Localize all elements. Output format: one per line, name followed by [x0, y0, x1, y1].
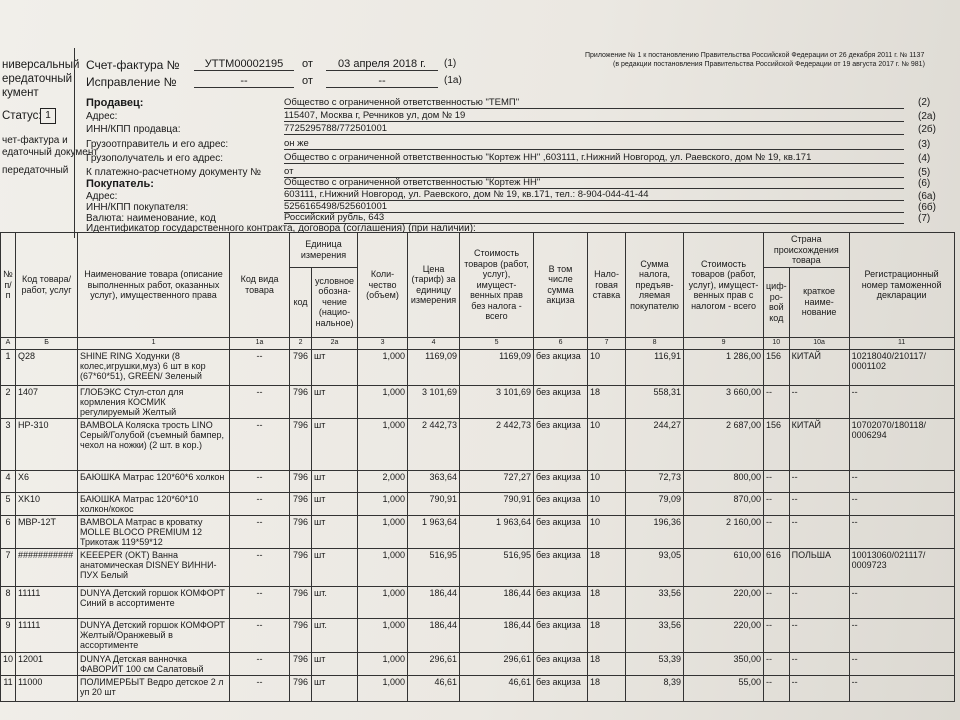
row-qty: 1,000 — [358, 349, 408, 385]
row-unit-code: 796 — [290, 492, 312, 515]
colnum: 11 — [849, 337, 954, 349]
colnum: 2а — [312, 337, 358, 349]
row-excise: без акциза — [534, 675, 588, 701]
col-header-excise: В том числе сумма акциза — [534, 233, 588, 338]
payment-doc-label: К платежно-расчетному документу № — [86, 167, 262, 178]
row-excise: без акциза — [534, 385, 588, 418]
address-value: 115407, Москва г, Речников ул, дом № 19 — [284, 110, 904, 122]
row-code: XK10 — [16, 492, 78, 515]
row-origin-name: -- — [789, 515, 849, 548]
row-kind: -- — [230, 652, 290, 675]
row-code: HP-310 — [16, 418, 78, 470]
table-row — [1, 492, 955, 515]
colnum: 3 — [358, 337, 408, 349]
consignee-value: Общество с ограниченной ответственностью "Кортеж НН" ,603111, г.Нижний Новгород, ул. Раевского, дом № 19, кв.171 — [284, 152, 904, 164]
col-header-origin-name: краткое наиме- нование — [789, 267, 849, 337]
row-origin-code: -- — [764, 675, 790, 701]
row-code: 11111 — [16, 586, 78, 618]
row-tax: 72,73 — [626, 470, 684, 492]
row-origin-code: -- — [764, 586, 790, 618]
row-unit-name: шт — [312, 652, 358, 675]
colnum: 8 — [626, 337, 684, 349]
correction-date: -- — [326, 75, 438, 88]
row-tax: 33,56 — [626, 586, 684, 618]
row-cost-no-tax: 46,61 — [460, 675, 534, 701]
invoice-label: Счет-фактура № — [86, 58, 180, 72]
row-no: 5 — [1, 492, 16, 515]
row-excise: без акциза — [534, 586, 588, 618]
row-cost-no-tax: 2 442,73 — [460, 418, 534, 470]
row-cost-no-tax: 516,95 — [460, 548, 534, 586]
row-name: DUNYA Детский горшок КОМФОРТ Желтый/Оранжевый в ассортименте — [78, 618, 230, 652]
colnum: Б — [16, 337, 78, 349]
colnum: 9 — [684, 337, 764, 349]
left-divider — [74, 48, 75, 238]
contract-id-label: Идентификатор государственного контракта, договора (соглашения) (при наличии): — [86, 223, 476, 234]
row-cost-no-tax: 186,44 — [460, 618, 534, 652]
row-price: 186,44 — [408, 618, 460, 652]
row-price: 296,61 — [408, 652, 460, 675]
status-note-2: едаточный документ — [2, 147, 98, 158]
buyer-address-value: 603111, г.Нижний Новгород, ул. Раевского, дом № 19, кв.171, тел.: 8-904-044-41-44 — [284, 189, 904, 201]
ref-1: (1) — [444, 58, 457, 69]
row-kind: -- — [230, 618, 290, 652]
row-unit-code: 796 — [290, 652, 312, 675]
row-origin-name: -- — [789, 675, 849, 701]
buyer-address-ref: (6а) — [918, 191, 936, 202]
row-rate: 10 — [588, 492, 626, 515]
row-qty: 1,000 — [358, 515, 408, 548]
row-unit-name: шт — [312, 418, 358, 470]
row-no: 6 — [1, 515, 16, 548]
row-unit-name: шт. — [312, 586, 358, 618]
row-tax: 53,39 — [626, 652, 684, 675]
row-cost-no-tax: 727,27 — [460, 470, 534, 492]
correction-label: Исправление № — [86, 75, 177, 89]
row-unit-name: шт — [312, 675, 358, 701]
row-origin-code: -- — [764, 385, 790, 418]
buyer-inn-ref: (6б) — [918, 202, 936, 213]
currency-label: Валюта: наименование, код — [86, 213, 216, 224]
shipper-ref: (3) — [918, 139, 931, 150]
row-customs: 10218040/210117/ 0001102 — [849, 349, 954, 385]
row-origin-code: -- — [764, 618, 790, 652]
invoice-number: УТТМ00002195 — [194, 58, 294, 71]
status-label: Статус: — [2, 110, 42, 122]
row-excise: без акциза — [534, 349, 588, 385]
table-row — [1, 515, 955, 548]
shipper-value: он же — [284, 138, 904, 150]
row-qty: 1,000 — [358, 548, 408, 586]
row-rate: 18 — [588, 586, 626, 618]
table-row — [1, 675, 955, 701]
goods-table — [0, 232, 955, 702]
row-origin-name: ПОЛЬША — [789, 548, 849, 586]
row-unit-name: шт — [312, 470, 358, 492]
row-name: KEEEPER (OKT) Ванна анатомическая DISNEY ВИННИ-ПУХ Белый — [78, 548, 230, 586]
currency-value: Российский рубль, 643 — [284, 212, 904, 224]
row-excise: без акциза — [534, 470, 588, 492]
doc-type-line2: ередаточный — [2, 73, 73, 85]
row-origin-name: -- — [789, 586, 849, 618]
col-header-tax: Сумма налога, предъяв- ляемая покупателю — [626, 233, 684, 338]
row-unit-code: 796 — [290, 385, 312, 418]
row-qty: 1,000 — [358, 492, 408, 515]
appendix-note-2: (в редакции постановления Правительства Российской Федерации от 19 августа 2017 г. № 981) — [613, 61, 925, 68]
colnum: 7 — [588, 337, 626, 349]
row-origin-code: 156 — [764, 418, 790, 470]
buyer-address-label: Адрес: — [86, 191, 118, 202]
row-origin-name: КИТАЙ — [789, 418, 849, 470]
row-price: 46,61 — [408, 675, 460, 701]
row-rate: 10 — [588, 349, 626, 385]
doc-type-line3: кумент — [2, 87, 39, 99]
colnum: 4 — [408, 337, 460, 349]
row-excise: без акциза — [534, 492, 588, 515]
col-header-name: Наименование товара (описание выполненных работ, оказанных услуг), имущественного права — [78, 233, 230, 338]
row-tax: 196,36 — [626, 515, 684, 548]
row-cost-with-tax: 800,00 — [684, 470, 764, 492]
row-name: DUNYA Детская ванночка ФАВОРИТ 100 см Салатовый — [78, 652, 230, 675]
table-row — [1, 618, 955, 652]
row-excise: без акциза — [534, 548, 588, 586]
row-no: 2 — [1, 385, 16, 418]
row-excise: без акциза — [534, 652, 588, 675]
row-origin-name: КИТАЙ — [789, 349, 849, 385]
row-tax: 116,91 — [626, 349, 684, 385]
row-kind: -- — [230, 586, 290, 618]
row-price: 516,95 — [408, 548, 460, 586]
row-origin-name: -- — [789, 470, 849, 492]
row-cost-with-tax: 220,00 — [684, 586, 764, 618]
row-rate: 18 — [588, 618, 626, 652]
col-header-cost-with-tax: Стоимость товаров (работ, услуг), имущест- венных прав с налогом - всего — [684, 233, 764, 338]
row-unit-name: шт — [312, 349, 358, 385]
row-rate: 10 — [588, 470, 626, 492]
address-label: Адрес: — [86, 111, 118, 122]
row-kind: -- — [230, 675, 290, 701]
ref-1a: (1а) — [444, 75, 462, 86]
row-price: 363,64 — [408, 470, 460, 492]
row-origin-code: -- — [764, 652, 790, 675]
row-excise: без акциза — [534, 418, 588, 470]
col-header-unit-name: условное обозна- чение (нацио- нальное) — [312, 267, 358, 337]
col-header-rate: Нало- говая ставка — [588, 233, 626, 338]
row-customs: -- — [849, 385, 954, 418]
row-price: 1169,09 — [408, 349, 460, 385]
row-cost-with-tax: 220,00 — [684, 618, 764, 652]
row-customs: 10013060/021117/ 0009723 — [849, 548, 954, 586]
col-header-price: Цена (тариф) за единицу измерения — [408, 233, 460, 338]
col-header-origin: Страна происхождения товара — [764, 233, 850, 268]
consignee-ref: (4) — [918, 153, 931, 164]
row-name: DUNYA Детский горшок КОМФОРТ Синий в ассортименте — [78, 586, 230, 618]
correction-from-label: от — [302, 75, 313, 87]
row-rate: 18 — [588, 385, 626, 418]
buyer-inn-value: 5256165498/525601001 — [284, 201, 904, 213]
row-rate: 18 — [588, 652, 626, 675]
row-customs: -- — [849, 652, 954, 675]
buyer-ref: (6) — [918, 178, 931, 189]
row-customs: -- — [849, 470, 954, 492]
row-origin-code: -- — [764, 492, 790, 515]
row-kind: -- — [230, 548, 290, 586]
table-row — [1, 548, 955, 586]
row-origin-name: -- — [789, 492, 849, 515]
row-code: X6 — [16, 470, 78, 492]
column-number-row — [1, 337, 955, 349]
col-header-unit-code: код — [290, 267, 312, 337]
row-kind: -- — [230, 349, 290, 385]
row-no: 8 — [1, 586, 16, 618]
row-unit-name: шт — [312, 515, 358, 548]
row-tax: 244,27 — [626, 418, 684, 470]
colnum: 2 — [290, 337, 312, 349]
row-kind: -- — [230, 418, 290, 470]
row-unit-code: 796 — [290, 675, 312, 701]
row-origin-code: 156 — [764, 349, 790, 385]
row-cost-no-tax: 1 963,64 — [460, 515, 534, 548]
row-cost-with-tax: 610,00 — [684, 548, 764, 586]
row-tax: 8,39 — [626, 675, 684, 701]
doc-type-line1: ниверсальный — [2, 59, 80, 71]
row-tax: 33,56 — [626, 618, 684, 652]
col-header-no: № п/п — [1, 233, 16, 338]
currency-ref: (7) — [918, 213, 931, 224]
row-unit-code: 796 — [290, 349, 312, 385]
row-no: 9 — [1, 618, 16, 652]
row-cost-with-tax: 350,00 — [684, 652, 764, 675]
seller-value: Общество с ограниченной ответственностью "ТЕМП" — [284, 97, 904, 109]
seller-inn-value: 7725295788/772501001 — [284, 123, 904, 135]
row-name: БАЮШКА Матрас 120*60*10 холкон/кокос — [78, 492, 230, 515]
row-kind: -- — [230, 385, 290, 418]
row-cost-with-tax: 55,00 — [684, 675, 764, 701]
col-header-code: Код товара/ работ, услуг — [16, 233, 78, 338]
seller-label: Продавец: — [86, 97, 144, 109]
colnum: 1а — [230, 337, 290, 349]
row-cost-no-tax: 790,91 — [460, 492, 534, 515]
row-no: 3 — [1, 418, 16, 470]
row-origin-name: -- — [789, 618, 849, 652]
row-unit-code: 796 — [290, 515, 312, 548]
row-unit-name: шт — [312, 492, 358, 515]
row-price: 186,44 — [408, 586, 460, 618]
row-cost-no-tax: 1169,09 — [460, 349, 534, 385]
row-rate: 10 — [588, 515, 626, 548]
status-note-1: чет-фактура и — [2, 135, 68, 146]
colnum: 5 — [460, 337, 534, 349]
row-qty: 1,000 — [358, 652, 408, 675]
goods-rows — [1, 349, 955, 701]
row-unit-code: 796 — [290, 548, 312, 586]
row-rate: 10 — [588, 418, 626, 470]
col-header-unit: Единица измерения — [290, 233, 358, 268]
row-customs: -- — [849, 586, 954, 618]
seller-inn-label: ИНН/КПП продавца: — [86, 124, 181, 135]
row-cost-with-tax: 1 286,00 — [684, 349, 764, 385]
row-kind: -- — [230, 470, 290, 492]
doc-type-title — [2, 58, 80, 100]
row-no: 1 — [1, 349, 16, 385]
colnum: 6 — [534, 337, 588, 349]
row-qty: 1,000 — [358, 586, 408, 618]
row-name: BAMBOLA Матрас в кроватку MOLLE BLOCO PREMIUM 12 Трикотаж 119*59*12 — [78, 515, 230, 548]
row-origin-code: -- — [764, 515, 790, 548]
row-name: BAMBOLA Коляска трость LINO Серый/Голубой (съемный бампер, чехол на ножки) (2 шт. в кор.) — [78, 418, 230, 470]
row-code: 11000 — [16, 675, 78, 701]
row-price: 790,91 — [408, 492, 460, 515]
col-header-kind: Код вида товара — [230, 233, 290, 338]
row-customs: -- — [849, 618, 954, 652]
table-row — [1, 349, 955, 385]
row-no: 7 — [1, 548, 16, 586]
address-ref: (2а) — [918, 111, 936, 122]
row-tax: 93,05 — [626, 548, 684, 586]
row-customs: -- — [849, 492, 954, 515]
buyer-value: Общество с ограниченной ответственностью "Кортеж НН" — [284, 177, 904, 189]
row-cost-with-tax: 2 687,00 — [684, 418, 764, 470]
row-excise: без акциза — [534, 618, 588, 652]
row-tax: 558,31 — [626, 385, 684, 418]
row-name: БАЮШКА Матрас 120*60*6 холкон — [78, 470, 230, 492]
row-qty: 1,000 — [358, 418, 408, 470]
row-unit-name: шт — [312, 385, 358, 418]
row-rate: 18 — [588, 675, 626, 701]
status-box: 1 — [40, 108, 56, 124]
row-price: 1 963,64 — [408, 515, 460, 548]
row-rate: 18 — [588, 548, 626, 586]
table-row — [1, 470, 955, 492]
shipper-label: Грузоотправитель и его адрес: — [86, 139, 229, 150]
row-code: Q28 — [16, 349, 78, 385]
status-note-3: передаточный — [2, 165, 69, 176]
invoice-from-label: от — [302, 58, 313, 70]
payment-doc-ref: (5) — [918, 167, 931, 178]
payment-doc-value: от — [284, 166, 904, 178]
row-no: 4 — [1, 470, 16, 492]
table-row — [1, 418, 955, 470]
row-code: 11111 — [16, 618, 78, 652]
col-header-qty: Коли- чество (объем) — [358, 233, 408, 338]
row-unit-code: 796 — [290, 618, 312, 652]
row-name: SHINE RING Ходунки (8 колес,игрушки,муз) 6 шт в кор (67*60*51), GREEN/ Зеленый — [78, 349, 230, 385]
buyer-label: Покупатель: — [86, 178, 154, 190]
row-unit-name: шт — [312, 548, 358, 586]
invoice-date: 03 апреля 2018 г. — [326, 58, 438, 71]
colnum: 1 — [78, 337, 230, 349]
colnum: 10 — [764, 337, 790, 349]
row-excise: без акциза — [534, 515, 588, 548]
row-origin-name: -- — [789, 385, 849, 418]
row-code: ########### — [16, 548, 78, 586]
col-header-customs: Регистрационный номер таможенной декларации — [849, 233, 954, 338]
row-qty: 2,000 — [358, 470, 408, 492]
row-tax: 79,09 — [626, 492, 684, 515]
buyer-inn-label: ИНН/КПП покупателя: — [86, 202, 189, 213]
appendix-note-1: Приложение № 1 к постановлению Правительства Российской Федерации от 26 декабря 2011 г. № 1137 — [585, 52, 925, 59]
row-no: 10 — [1, 652, 16, 675]
table-row — [1, 652, 955, 675]
row-origin-code: -- — [764, 470, 790, 492]
row-cost-no-tax: 3 101,69 — [460, 385, 534, 418]
row-qty: 1,000 — [358, 675, 408, 701]
correction-number: -- — [194, 75, 294, 88]
row-customs: -- — [849, 675, 954, 701]
row-cost-with-tax: 3 660,00 — [684, 385, 764, 418]
row-price: 2 442,73 — [408, 418, 460, 470]
consignee-label: Грузополучатель и его адрес: — [86, 153, 223, 164]
row-qty: 1,000 — [358, 618, 408, 652]
row-unit-code: 796 — [290, 586, 312, 618]
colnum: А — [1, 337, 16, 349]
row-cost-with-tax: 870,00 — [684, 492, 764, 515]
row-name: ГЛОБЭКС Стул-стол для кормления КОСМИК регулируемый Желтый — [78, 385, 230, 418]
row-code: 1407 — [16, 385, 78, 418]
row-unit-code: 796 — [290, 418, 312, 470]
row-kind: -- — [230, 492, 290, 515]
row-unit-code: 796 — [290, 470, 312, 492]
row-origin-code: 616 — [764, 548, 790, 586]
row-customs: 10702070/180118/ 0006294 — [849, 418, 954, 470]
colnum: 10а — [789, 337, 849, 349]
col-header-origin-code: циф- ро- вой код — [764, 267, 790, 337]
row-cost-with-tax: 2 160,00 — [684, 515, 764, 548]
row-price: 3 101,69 — [408, 385, 460, 418]
seller-inn-ref: (2б) — [918, 124, 936, 135]
col-header-cost-no-tax: Стоимость товаров (работ, услуг), имущест- венных прав без налога - всего — [460, 233, 534, 338]
row-qty: 1,000 — [358, 385, 408, 418]
table-row — [1, 385, 955, 418]
row-code: MBP-12T — [16, 515, 78, 548]
row-origin-name: -- — [789, 652, 849, 675]
row-kind: -- — [230, 515, 290, 548]
row-cost-no-tax: 186,44 — [460, 586, 534, 618]
row-no: 11 — [1, 675, 16, 701]
table-row — [1, 586, 955, 618]
row-unit-name: шт. — [312, 618, 358, 652]
seller-ref: (2) — [918, 97, 931, 108]
row-cost-no-tax: 296,61 — [460, 652, 534, 675]
row-code: 12001 — [16, 652, 78, 675]
row-name: ПОЛИМЕРБЫТ Ведро детское 2 л уп 20 шт — [78, 675, 230, 701]
row-customs: -- — [849, 515, 954, 548]
